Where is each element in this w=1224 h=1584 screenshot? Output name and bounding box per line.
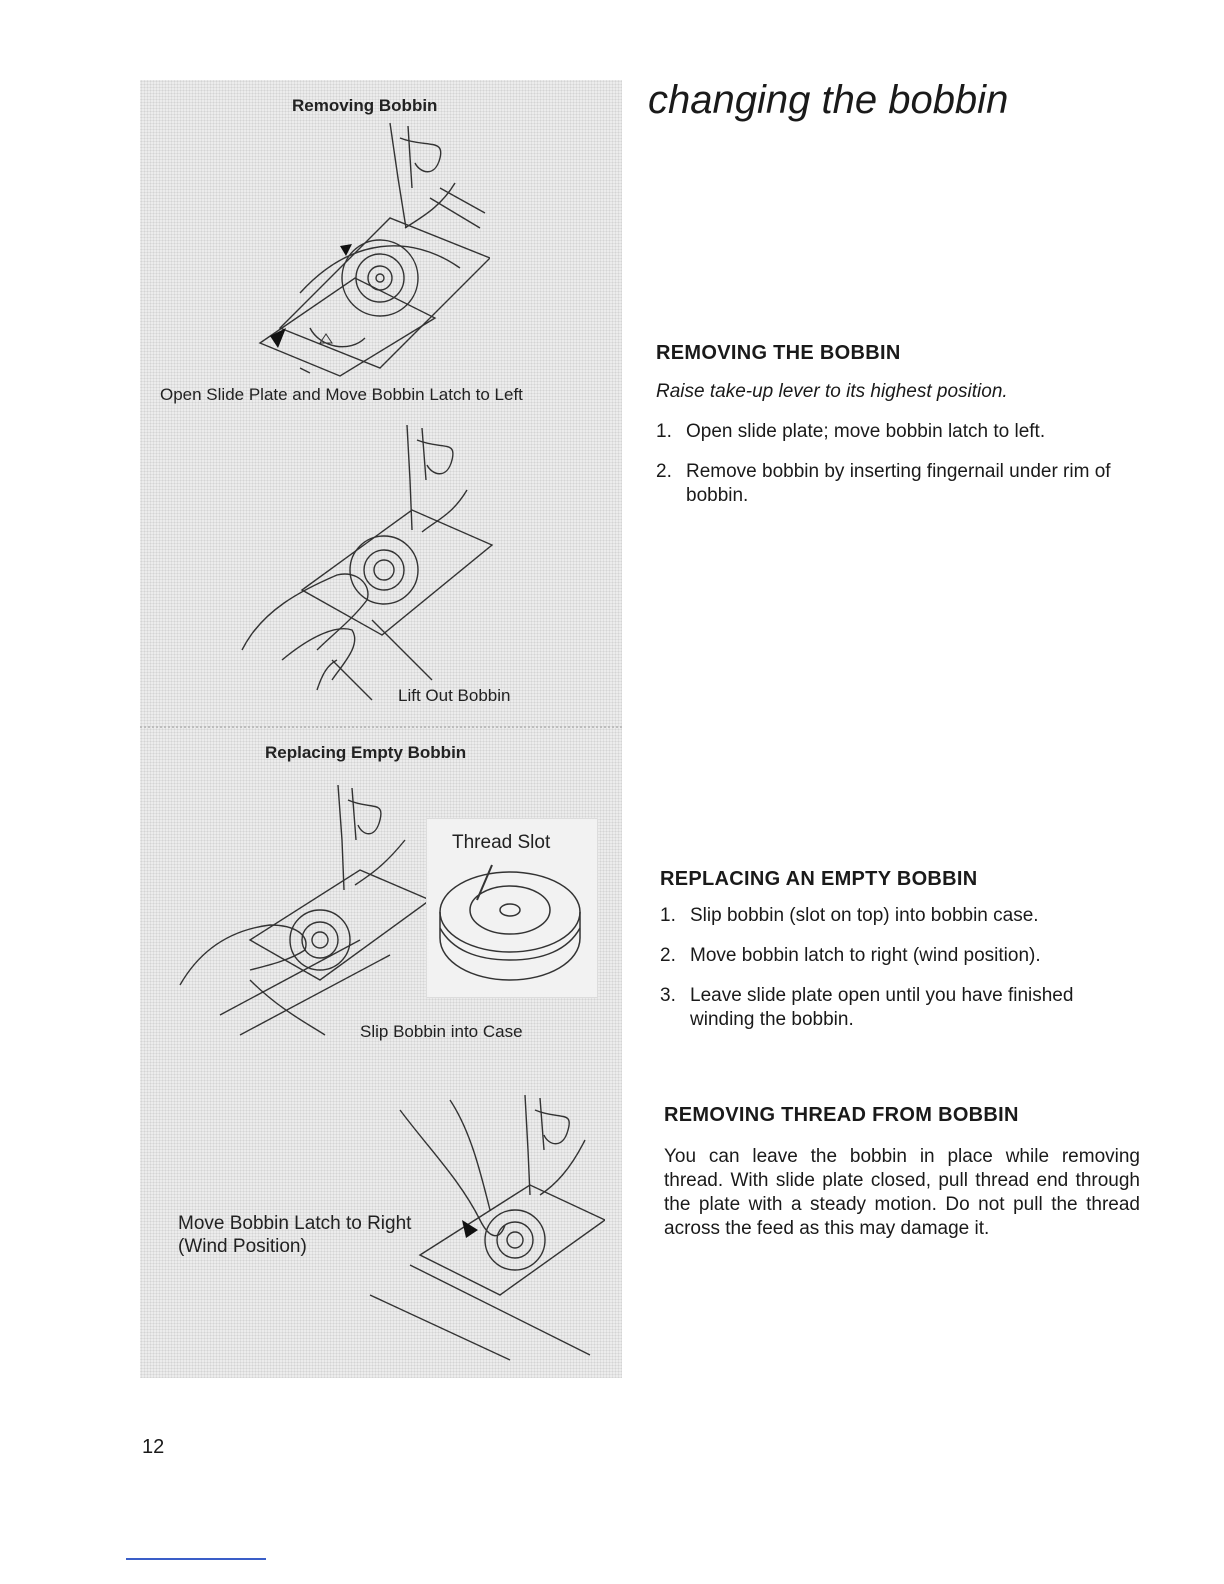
removing-bobbin-header: Removing Bobbin (292, 96, 438, 115)
caption-thread-slot: Thread Slot (452, 832, 551, 853)
bobbin-thread-slot-icon (432, 860, 592, 990)
heading-removing-thread: REMOVING THREAD FROM BOBBIN (664, 1104, 1019, 1126)
replacing-empty-bobbin-header: Replacing Empty Bobbin (265, 743, 467, 762)
list-item: 1. Open slide plate; move bobbin latch to left. (656, 421, 1046, 442)
caption-open-slide-plate: Open Slide Plate and Move Bobbin Latch to Left (160, 385, 523, 404)
replacing-steps (660, 904, 1140, 1048)
caption-lift-out-bobbin: Lift Out Bobbin (398, 686, 511, 705)
open-slide-plate-illustration (240, 118, 490, 388)
list-item: 1. Slip bobbin (slot on top) into bobbin case. (660, 905, 1039, 926)
list-item: 3. Leave slide plate open until you have finished winding the bobbin. (660, 985, 1074, 1030)
removing-steps (656, 420, 1142, 524)
removing-note: Raise take-up lever to its highest position. (656, 381, 1008, 402)
caption-slip-bobbin: Slip Bobbin into Case (360, 1022, 523, 1041)
slip-bobbin-illustration (170, 780, 430, 1050)
list-item: 2. Remove bobbin by inserting fingernail under rim of bobbin. (656, 461, 1111, 506)
footer-rule (126, 1558, 266, 1560)
section-divider (140, 726, 622, 728)
list-item: 2. Move bobbin latch to right (wind position). (660, 945, 1041, 966)
caption-move-latch-line1: Move Bobbin Latch to Right (178, 1213, 412, 1234)
removing-thread-paragraph: You can leave the bobbin in place while removing thread. With slide plate closed, pull thread end through the plate with a steady motion. Do not pull the thread across the feed as this may damage it. (664, 1146, 1140, 1239)
heading-replacing-bobbin: REPLACING AN EMPTY BOBBIN (660, 868, 978, 890)
lift-out-bobbin-illustration (222, 420, 512, 710)
page-title: changing the bobbin (648, 78, 1009, 122)
heading-removing-bobbin: REMOVING THE BOBBIN (656, 342, 901, 364)
caption-move-latch-line2: (Wind Position) (178, 1236, 307, 1257)
page-number: 12 (142, 1436, 165, 1458)
